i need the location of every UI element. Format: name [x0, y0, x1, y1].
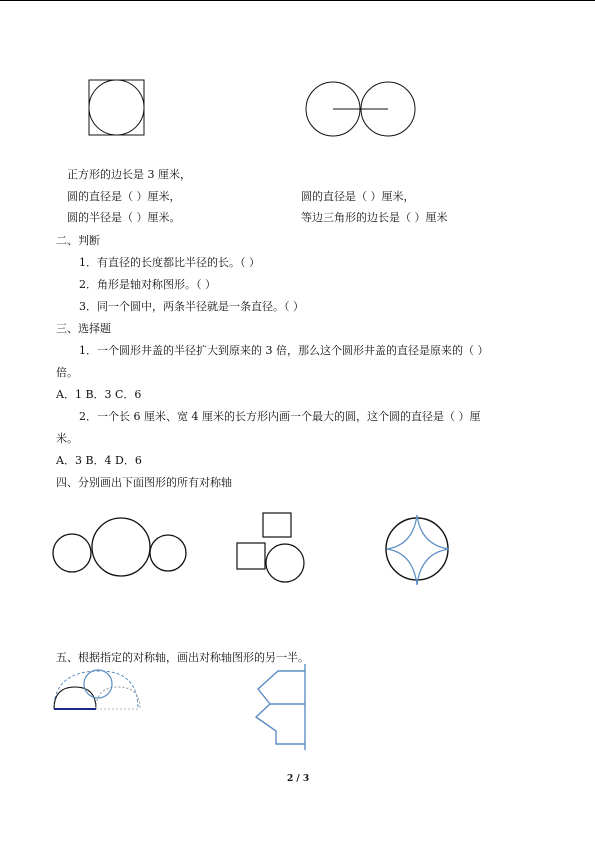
section3-q1-line1: 1．一个圆形井盖的半径扩大到原来的 3 倍，那么这个圆形井盖的直径是原来的（ ） — [79, 344, 489, 357]
section2-item-2: 2．角形是轴对称图形。（ ） — [79, 278, 216, 291]
diameter-left-text: 圆的直径是（ ）厘米， — [67, 190, 181, 203]
section3-q1-line2: 倍。 — [56, 366, 78, 379]
section3-q2-line1: 2．一个长 6 厘米、宽 4 厘米的长方形内画一个最大的圆，这个圆的直径是（ ）厘 — [79, 410, 481, 423]
section3-q2-options: A．3 B．4 D．6 — [56, 454, 142, 467]
two-touching-circles-figure — [305, 81, 417, 137]
circle-with-star-figure — [385, 512, 451, 588]
page-top-border — [0, 0, 595, 1]
section2-item-1: 1．有直径的长度都比半径的长。（ ） — [79, 256, 260, 269]
section5-title: 五、根据指定的对称轴，画出对称轴图形的另一半。 — [56, 651, 309, 664]
section4-title: 四、分别画出下面图形的所有对称轴 — [56, 476, 232, 489]
triangle-side-text: 等边三角形的边长是（ ）厘米 — [301, 211, 448, 224]
diameter-right-text: 圆的直径是（ ）厘米， — [301, 190, 415, 203]
section2-title: 二、判断 — [56, 234, 100, 247]
three-circles-figure — [52, 516, 188, 578]
half-figure-right-with-axis — [248, 664, 314, 752]
square-with-inscribed-circle — [88, 79, 146, 137]
section3-title: 三、选择题 — [56, 322, 111, 335]
section3-q1-options: A．1 B．3 C．6 — [56, 388, 142, 401]
half-figure-left — [52, 665, 142, 713]
square-side-text: 正方形的边长是 3 厘米， — [67, 168, 191, 181]
section2-item-3: 3．同一个圆中，两条半径就是一条直径。（ ） — [79, 300, 304, 313]
page-number: 2 / 3 — [287, 774, 310, 784]
squares-and-circle-figure — [236, 512, 308, 582]
section3-q2-line2: 米。 — [56, 432, 78, 445]
radius-left-text: 圆的半径是（ ）厘米。 — [67, 211, 181, 224]
